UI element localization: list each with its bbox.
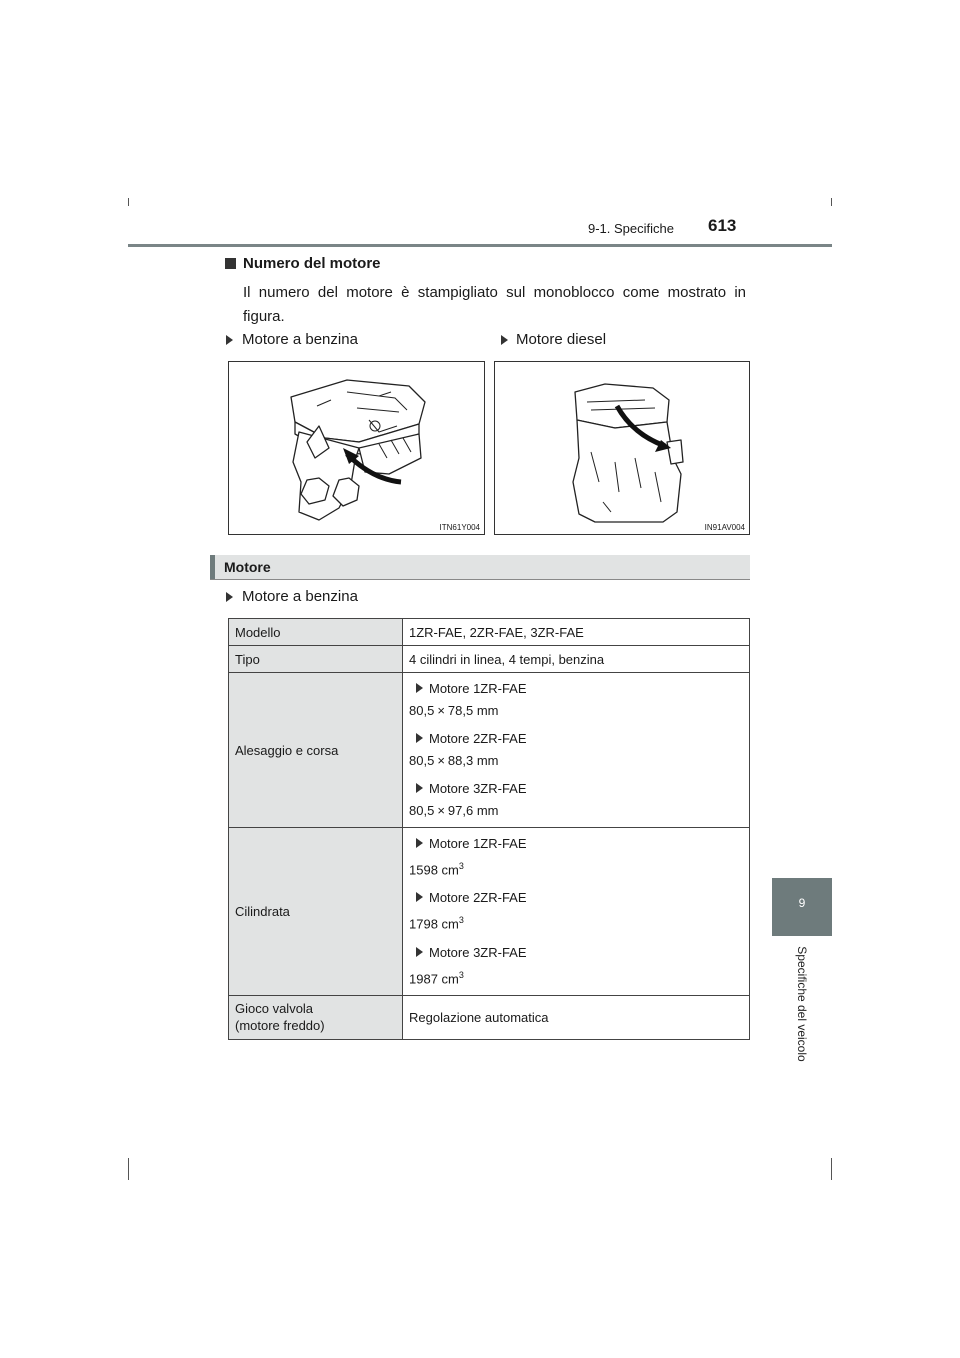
- displacement-value: 1987 $cm^3$: [409, 969, 464, 986]
- crop-mark: [128, 1158, 129, 1180]
- engine-number-text: Il numero del motore è stampigliato sul monoblocco come mostrato in figura.: [243, 284, 746, 325]
- section-bar-accent: [210, 555, 215, 579]
- section-subtitle: Motore a benzina: [242, 588, 358, 605]
- figure-label-petrol: Motore a benzina: [242, 331, 358, 348]
- spec-value: 1ZR-FAE, 2ZR-FAE, 3ZR-FAE: [403, 619, 750, 646]
- chapter-label: Specifiche del veicolo: [795, 946, 809, 1062]
- diesel-engine-illustration: [495, 362, 751, 536]
- table-row: [229, 646, 750, 673]
- figure-code: ITN61Y004: [439, 523, 480, 532]
- bullet-triangle-icon: [416, 783, 423, 793]
- figure-label-diesel: Motore diesel: [516, 331, 607, 348]
- engine-spec-table: [228, 618, 750, 1040]
- table-row: [229, 619, 750, 646]
- bore-stroke-value: 80,5 × 97,6 mm: [409, 803, 499, 818]
- bore-stroke-value: 80,5 × 88,3 mm: [409, 753, 499, 768]
- spec-value: 4 cilindri in linea, 4 tempi, benzina: [403, 646, 750, 673]
- section-bar: [210, 555, 750, 580]
- spec-value: [403, 828, 750, 996]
- page-number: 613: [708, 216, 737, 235]
- table-row: [229, 828, 750, 996]
- bullet-triangle-icon: [501, 335, 508, 345]
- bullet-triangle-icon: [416, 947, 423, 957]
- header-rule: [128, 244, 832, 247]
- section-title: Motore: [224, 559, 271, 575]
- spec-key: Cilindrata: [229, 828, 403, 996]
- engine-variant: Motore 3ZR-FAE: [409, 941, 743, 965]
- spec-key: Alesaggio e corsa: [229, 673, 403, 828]
- diesel-engine-figure: [494, 361, 750, 535]
- bore-stroke-value: 80,5 × 78,5 mm: [409, 703, 499, 718]
- engine-variant: Motore 1ZR-FAE: [409, 832, 743, 856]
- spec-value: [403, 673, 750, 828]
- bullet-triangle-icon: [416, 892, 423, 902]
- spec-key: Modello: [229, 619, 403, 646]
- bullet-triangle-icon: [416, 733, 423, 743]
- bullet-triangle-icon: [416, 838, 423, 848]
- spec-value: Regolazione automatica: [403, 995, 750, 1039]
- table-row: [229, 995, 750, 1039]
- heading-square-icon: [225, 258, 236, 269]
- engine-variant: Motore 2ZR-FAE: [409, 886, 743, 910]
- table-row: [229, 673, 750, 828]
- section-header: 9-1. Specifiche: [588, 221, 674, 236]
- crop-mark: [831, 198, 832, 206]
- engine-variant: Motore 3ZR-FAE: [409, 777, 743, 801]
- engine-variant: Motore 1ZR-FAE: [409, 677, 743, 701]
- spec-key: Tipo: [229, 646, 403, 673]
- displacement-value: 1598 $cm^3$: [409, 861, 464, 878]
- crop-mark: [128, 198, 129, 206]
- bullet-triangle-icon: [226, 592, 233, 602]
- displacement-value: 1798 $cm^3$: [409, 915, 464, 932]
- crop-mark: [831, 1158, 832, 1180]
- bullet-triangle-icon: [416, 683, 423, 693]
- petrol-engine-illustration: [229, 362, 486, 536]
- chapter-number: 9: [798, 896, 806, 910]
- engine-number-heading: Numero del motore: [243, 255, 381, 272]
- engine-variant: Motore 2ZR-FAE: [409, 727, 743, 751]
- bullet-triangle-icon: [226, 335, 233, 345]
- figure-code: IN91AV004: [704, 523, 745, 532]
- spec-key: Gioco valvola (motore freddo): [229, 995, 403, 1039]
- petrol-engine-figure: [228, 361, 485, 535]
